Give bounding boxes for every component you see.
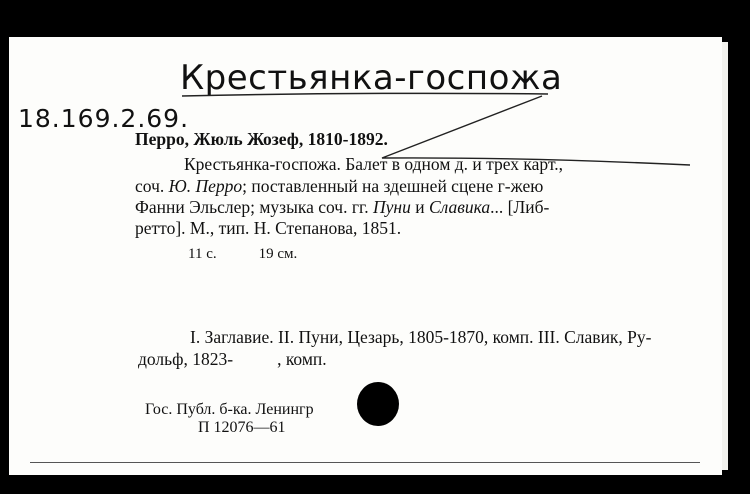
main-entry-heading: Перро, Жюль Жозеф, 1810-1892. (135, 129, 388, 149)
tracings-line-1: I. Заглавие. II. Пуни, Цезарь, 1805-1870, комп. III. Славик, Ру- (190, 327, 652, 347)
description-line-3: Фанни Эльслер; музыка соч. гг. Пуни и Славика... [Либ- (135, 197, 550, 217)
tracings-line-2: дольф, 1823- , комп. (138, 349, 327, 369)
bottom-divider (30, 462, 700, 463)
description-line-4: ретто]. М., тип. Н. Степанова, 1851. (135, 218, 402, 238)
collation (188, 243, 339, 265)
call-number: П 12076—61 (198, 419, 286, 436)
library-location: Гос. Публ. б-ка. Ленингр (145, 401, 314, 418)
ink-blot (357, 382, 399, 426)
description-line-1: Крестьянка-госпожа. Балет в одном д. и трех карт., (184, 154, 564, 174)
handwritten-shelfmark: 18.169.2.69. (18, 104, 190, 133)
handwritten-title: Крестьянка-госпожа (180, 58, 563, 98)
description-line-2: соч. Ю. Перро; поставленный на здешней сцене г-жею (135, 176, 544, 196)
collation-size: 19 см. (258, 246, 298, 262)
collation-pages: 11 с. (188, 246, 217, 262)
